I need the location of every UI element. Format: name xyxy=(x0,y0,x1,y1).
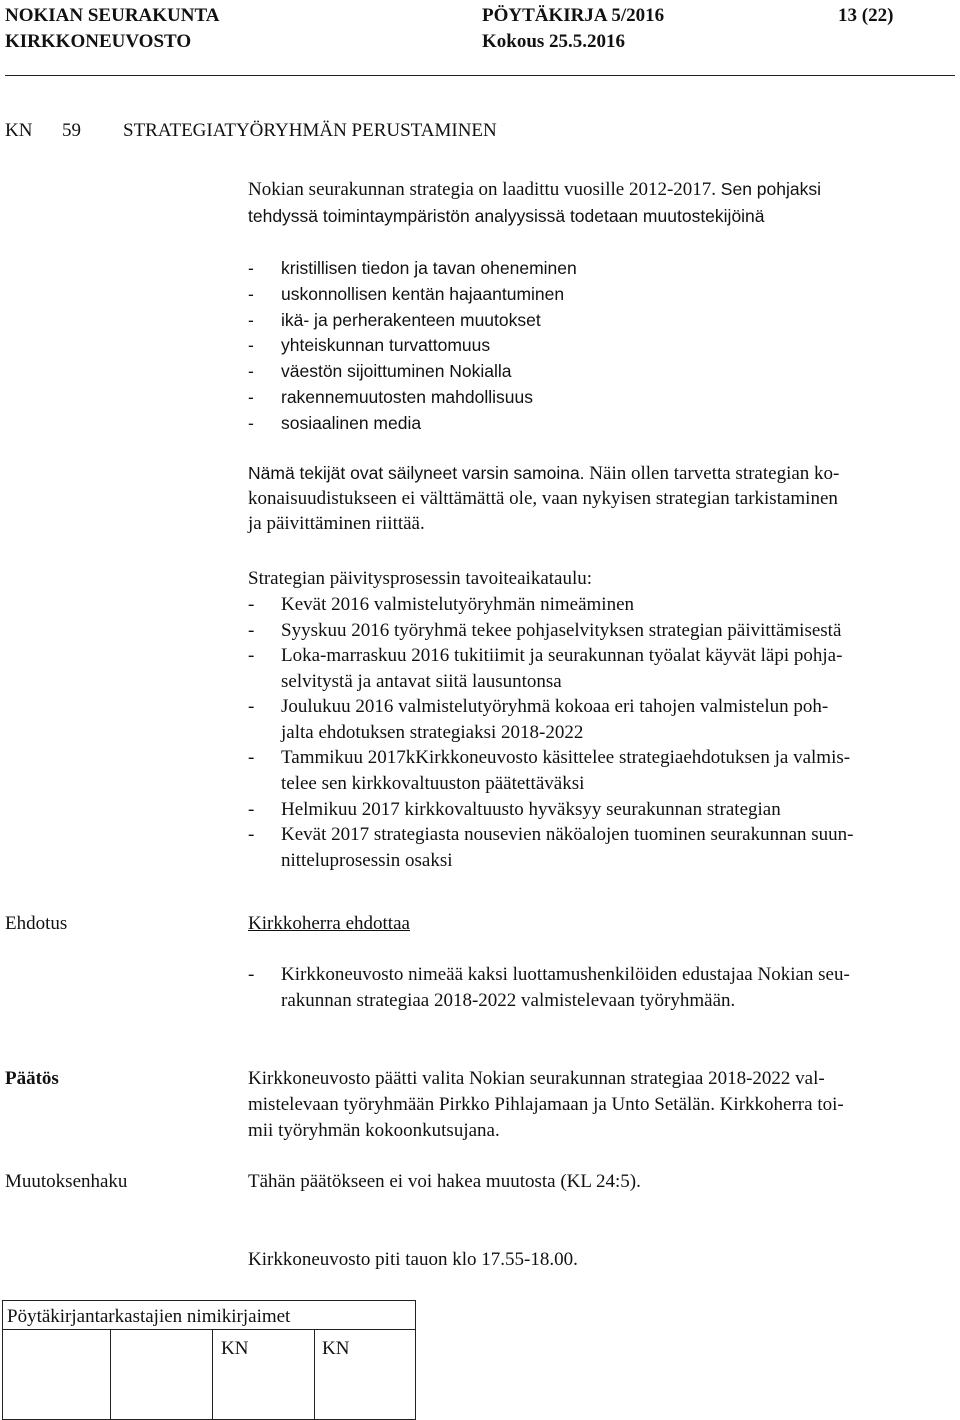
list-dash: - xyxy=(248,361,254,382)
factor-text: uskonnollisen kentän hajaantuminen xyxy=(281,283,565,304)
list-dash: - xyxy=(248,747,255,768)
list-dash: - xyxy=(248,799,255,820)
decision-line3: mii työryhmän kokoonkutsujana. xyxy=(248,1120,500,1141)
list-dash: - xyxy=(248,412,254,433)
conclusion-line1-b: Näin ollen tarvetta strategian ko- xyxy=(589,463,840,484)
proposal-line2: rakunnan strategiaa 2018-2022 valmistelevaan työryhmään. xyxy=(281,990,736,1011)
signature-col-divider-2 xyxy=(212,1330,213,1420)
list-dash: - xyxy=(248,620,255,641)
intro-line1-b: Sen pohjaksi xyxy=(720,179,822,199)
signature-initials-2: KN xyxy=(322,1338,350,1359)
schedule-item-line1: Tammikuu 2017kKirkkoneuvosto käsittelee strategiaehdotuksen ja valmis- xyxy=(281,747,851,768)
list-dash: - xyxy=(248,824,255,845)
signature-box xyxy=(2,1300,416,1420)
schedule-item-line2: nitteluprosessin osaksi xyxy=(281,850,453,871)
schedule-item-line1: Loka-marraskuu 2016 tukitiimit ja seurakunnan työalat käyvät läpi pohja- xyxy=(281,645,843,666)
decision-label: Päätös xyxy=(5,1068,59,1089)
conclusion-line1-a: Nämä tekijät ovat säilyneet varsin samoina. xyxy=(248,463,585,483)
proposal-line1: Kirkkoneuvosto nimeää kaksi luottamushenkilöiden edustajaa Nokian seu- xyxy=(281,964,850,985)
conclusion-line1 xyxy=(248,460,839,487)
intro-line2: tehdyssä toimintaympäristön analyysissä todetaan muutostekijöinä xyxy=(248,206,765,226)
list-dash: - xyxy=(248,309,254,330)
signature-row xyxy=(3,1329,415,1420)
proposal-proposer: Kirkkoherra ehdottaa xyxy=(248,913,410,934)
factor-text: kristillisen tiedon ja tavan oheneminen xyxy=(281,258,577,278)
schedule-item-line1: Kevät 2017 strategiasta nousevien näköalojen tuominen seurakunnan suun- xyxy=(281,824,854,845)
list-dash: - xyxy=(248,387,254,407)
header-meeting: Kokous 25.5.2016 xyxy=(482,31,626,52)
signature-col-divider-3 xyxy=(314,1330,315,1420)
schedule-item-line1: Kevät 2016 valmistelutyöryhmän nimeäminen xyxy=(281,594,635,615)
section-title: STRATEGIATYÖRYHMÄN PERUSTAMINEN xyxy=(123,120,497,141)
schedule-item-line1: Joulukuu 2016 valmistelutyöryhmä kokoaa eri tahojen valmistelun poh- xyxy=(281,696,829,717)
factor-text: yhteiskunnan turvattomuus xyxy=(281,335,491,356)
schedule-item-line1: Syyskuu 2016 työryhmä tekee pohjaselvityksen strategian päivittämisestä xyxy=(281,620,842,641)
schedule-item-line2: telee sen kirkkovaltuuston päätettäväksi xyxy=(281,773,585,794)
schedule-item-line1: Helmikuu 2017 kirkkovaltuusto hyväksyy seurakunnan strategian xyxy=(281,799,781,820)
factor-text: rakennemuutosten mahdollisuus xyxy=(281,387,533,407)
factor-text: väestön sijoittuminen Nokialla xyxy=(281,361,512,382)
break-note: Kirkkoneuvosto piti tauon klo 17.55-18.00. xyxy=(248,1249,578,1270)
proposal-dash: - xyxy=(248,964,255,985)
list-dash: - xyxy=(248,594,255,615)
list-dash: - xyxy=(248,283,254,304)
factor-text: sosiaalinen media xyxy=(281,412,422,433)
list-dash: - xyxy=(248,335,254,356)
decision-line1: Kirkkoneuvosto päätti valita Nokian seurakunnan strategiaa 2018-2022 val- xyxy=(248,1068,825,1089)
decision-line2: mistelevaan työryhmään Pirkko Pihlajamaan ja Unto Setälän. Kirkkoherra toi- xyxy=(248,1094,844,1115)
header-doc: PÖYTÄKIRJA 5/2016 xyxy=(482,5,665,26)
appeal-label: Muutoksenhaku xyxy=(5,1171,128,1192)
factor-text: ikä- ja perherakenteen muutokset xyxy=(281,309,541,330)
proposal-label: Ehdotus xyxy=(5,913,68,934)
signature-box-title: Pöytäkirjantarkastajien nimikirjaimet xyxy=(7,1306,291,1327)
signature-col-divider-1 xyxy=(110,1330,111,1420)
appeal-text: Tähän päätökseen ei voi hakea muutosta (KL 24:5). xyxy=(248,1171,641,1192)
header-page: 13 (22) xyxy=(838,5,894,26)
header-rule xyxy=(5,75,955,76)
list-dash: - xyxy=(248,258,254,278)
schedule-item-line2: jalta ehdotuksen strategiaksi 2018-2022 xyxy=(281,722,584,743)
header-body: KIRKKONEUVOSTO xyxy=(5,31,192,52)
header-org: NOKIAN SEURAKUNTA xyxy=(5,5,220,26)
signature-initials-1: KN xyxy=(221,1338,249,1359)
schedule-item-line2: selvitystä ja antavat siitä lausuntonsa xyxy=(281,671,562,692)
intro-line1 xyxy=(248,176,821,203)
intro-line1-a: Nokian seurakunnan strategia on laadittu vuosille 2012-2017. xyxy=(248,179,717,200)
list-dash: - xyxy=(248,696,255,717)
conclusion-line3: ja päivittäminen riittää. xyxy=(248,513,425,534)
list-dash: - xyxy=(248,645,255,666)
section-number: 59 xyxy=(62,120,81,141)
schedule-heading: Strategian päivitysprosessin tavoiteaikataulu: xyxy=(248,568,593,589)
conclusion-line2: konaisuudistukseen ei välttämättä ole, vaan nykyisen strategian tarkistaminen xyxy=(248,488,838,509)
section-code: KN xyxy=(5,120,33,141)
